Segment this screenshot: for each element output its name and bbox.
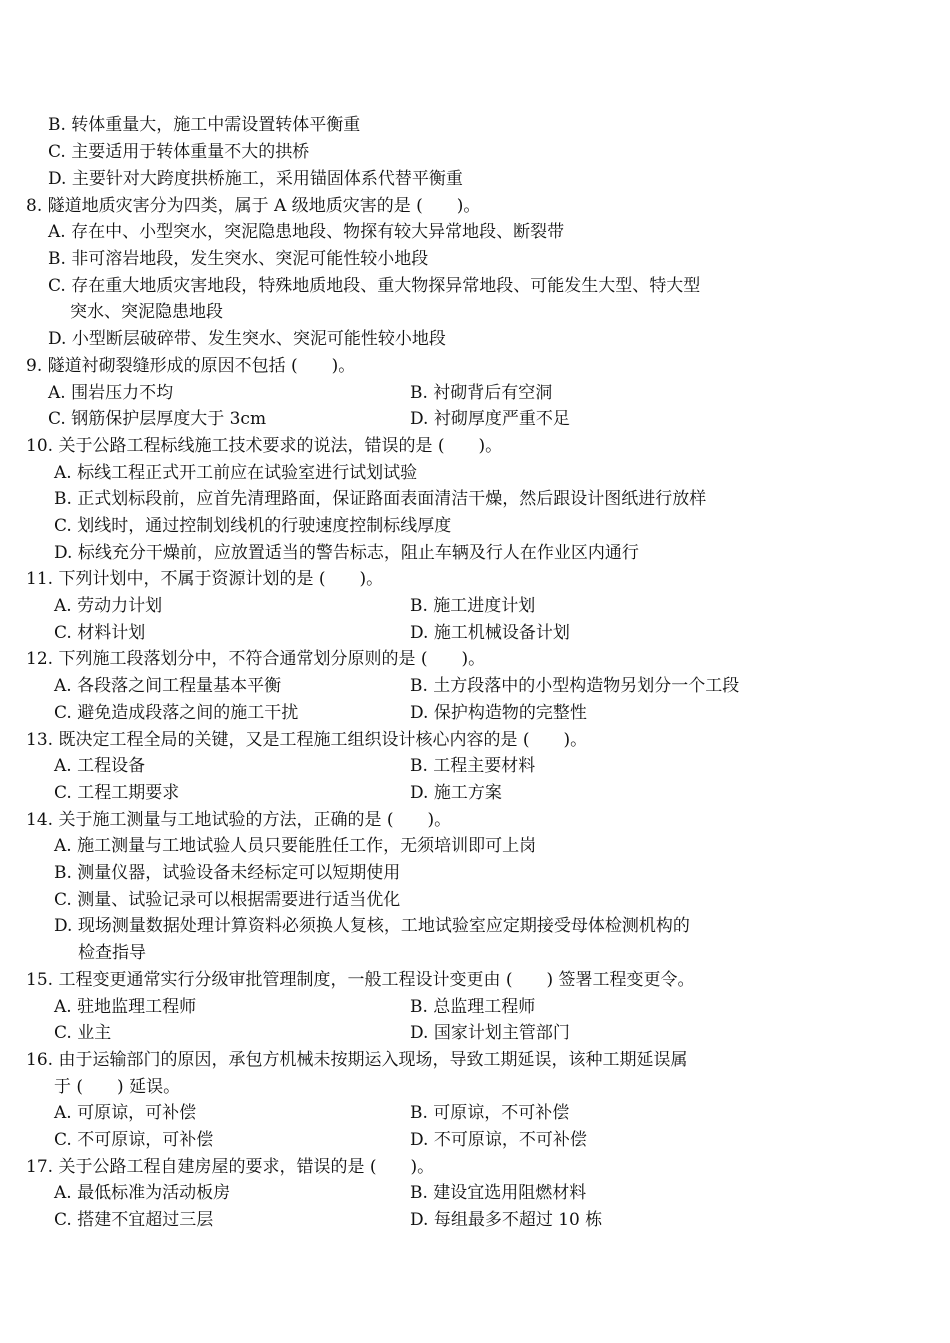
q16-stem-cont: 于 ( ) 延误。 <box>54 1077 181 1097</box>
q13-option-b: B. 工程主要材料 <box>410 756 536 776</box>
q14-option-d-cont: 检查指导 <box>78 943 146 963</box>
q11-option-b: B. 施工进度计划 <box>410 596 536 616</box>
q15-option-d: D. 国家计划主管部门 <box>410 1023 570 1043</box>
q10-option-d: D. 标线充分干燥前，应放置适当的警告标志，阻止车辆及行人在作业区内通行 <box>54 543 639 563</box>
q13-stem: 13. 既决定工程全局的关键，又是工程施工组织设计核心内容的是 ( )。 <box>26 730 588 750</box>
q7-option-c: C. 主要适用于转体重量不大的拱桥 <box>48 142 310 162</box>
q17-stem: 17. 关于公路工程自建房屋的要求，错误的是 ( )。 <box>26 1157 435 1177</box>
q12-option-c: C. 避免造成段落之间的施工干扰 <box>54 703 299 723</box>
q14-stem: 14. 关于施工测量与工地试验的方法，正确的是 ( )。 <box>26 810 452 830</box>
q8-option-b: B. 非可溶岩地段，发生突水、突泥可能性较小地段 <box>48 249 429 269</box>
q16-option-a: A. 可原谅，可补偿 <box>54 1103 197 1123</box>
q17-option-c: C. 搭建不宜超过三层 <box>54 1210 214 1230</box>
q17-option-b: B. 建设宜选用阻燃材料 <box>410 1183 587 1203</box>
q16-option-b: B. 可原谅，不可补偿 <box>410 1103 570 1123</box>
q8-stem: 8. 隧道地质灾害分为四类，属于 A 级地质灾害的是 ( )。 <box>26 196 481 216</box>
q12-stem: 12. 下列施工段落划分中，不符合通常划分原则的是 ( )。 <box>26 649 486 669</box>
q9-stem: 9. 隧道衬砌裂缝形成的原因不包括 ( )。 <box>26 356 356 376</box>
q12-option-d: D. 保护构造物的完整性 <box>410 703 587 723</box>
q10-option-c: C. 划线时，通过控制划线机的行驶速度控制标线厚度 <box>54 516 452 536</box>
q9-option-d: D. 衬砌厚度严重不足 <box>410 409 570 429</box>
q8-option-d: D. 小型断层破碎带、发生突水、突泥可能性较小地段 <box>48 329 446 349</box>
q10-option-b: B. 正式划标段前，应首先清理路面，保证路面表面清洁干燥，然后跟设计图纸进行放样 <box>54 489 707 509</box>
q13-option-c: C. 工程工期要求 <box>54 783 180 803</box>
q15-stem: 15. 工程变更通常实行分级审批管理制度，一般工程设计变更由 ( ) 签署工程变更令。 <box>26 970 695 990</box>
q14-option-d: D. 现场测量数据处理计算资料必须换人复核，工地试验室应定期接受母体检测机构的 <box>54 916 690 936</box>
q9-option-c: C. 钢筋保护层厚度大于 3cm <box>48 409 267 429</box>
q8-option-a: A. 存在中、小型突水，突泥隐患地段、物探有较大异常地段、断裂带 <box>48 222 565 242</box>
q16-option-c: C. 不可原谅，可补偿 <box>54 1130 214 1150</box>
q13-option-a: A. 工程设备 <box>54 756 146 776</box>
q16-stem: 16. 由于运输部门的原因，承包方机械未按期运入现场，导致工期延误，该种工期延误属 <box>26 1050 688 1070</box>
q17-option-d: D. 每组最多不超过 10 栋 <box>410 1210 603 1230</box>
q7-option-d: D. 主要针对大跨度拱桥施工，采用锚固体系代替平衡重 <box>48 169 463 189</box>
q12-option-a: A. 各段落之间工程量基本平衡 <box>54 676 282 696</box>
q9-option-a: A. 围岩压力不均 <box>48 383 174 403</box>
q15-option-a: A. 驻地监理工程师 <box>54 997 197 1017</box>
q16-option-d: D. 不可原谅，不可补偿 <box>410 1130 587 1150</box>
q17-option-a: A. 最低标准为活动板房 <box>54 1183 231 1203</box>
q9-option-b: B. 衬砌背后有空洞 <box>410 383 553 403</box>
q10-stem: 10. 关于公路工程标线施工技术要求的说法，错误的是 ( )。 <box>26 436 503 456</box>
q7-option-b: B. 转体重量大，施工中需设置转体平衡重 <box>48 115 361 135</box>
q11-option-d: D. 施工机械设备计划 <box>410 623 570 643</box>
q11-option-c: C. 材料计划 <box>54 623 146 643</box>
q12-option-b: B. 土方段落中的小型构造物另划分一个工段 <box>410 676 740 696</box>
q15-option-b: B. 总监理工程师 <box>410 997 536 1017</box>
q11-option-a: A. 劳动力计划 <box>54 596 163 616</box>
q15-option-c: C. 业主 <box>54 1023 112 1043</box>
q11-stem: 11. 下列计划中，不属于资源计划的是 ( )。 <box>26 569 384 589</box>
q13-option-d: D. 施工方案 <box>410 783 502 803</box>
q8-option-c: C. 存在重大地质灾害地段，特殊地质地段、重大物探异常地段、可能发生大型、特大型 <box>48 276 701 296</box>
q10-option-a: A. 标线工程正式开工前应在试验室进行试划试验 <box>54 463 418 483</box>
q8-option-c-cont: 突水、突泥隐患地段 <box>70 302 223 322</box>
q14-option-a: A. 施工测量与工地试验人员只要能胜任工作，无须培训即可上岗 <box>54 836 537 856</box>
q14-option-b: B. 测量仪器，试验设备未经标定可以短期使用 <box>54 863 401 883</box>
q14-option-c: C. 测量、试验记录可以根据需要进行适当优化 <box>54 890 401 910</box>
